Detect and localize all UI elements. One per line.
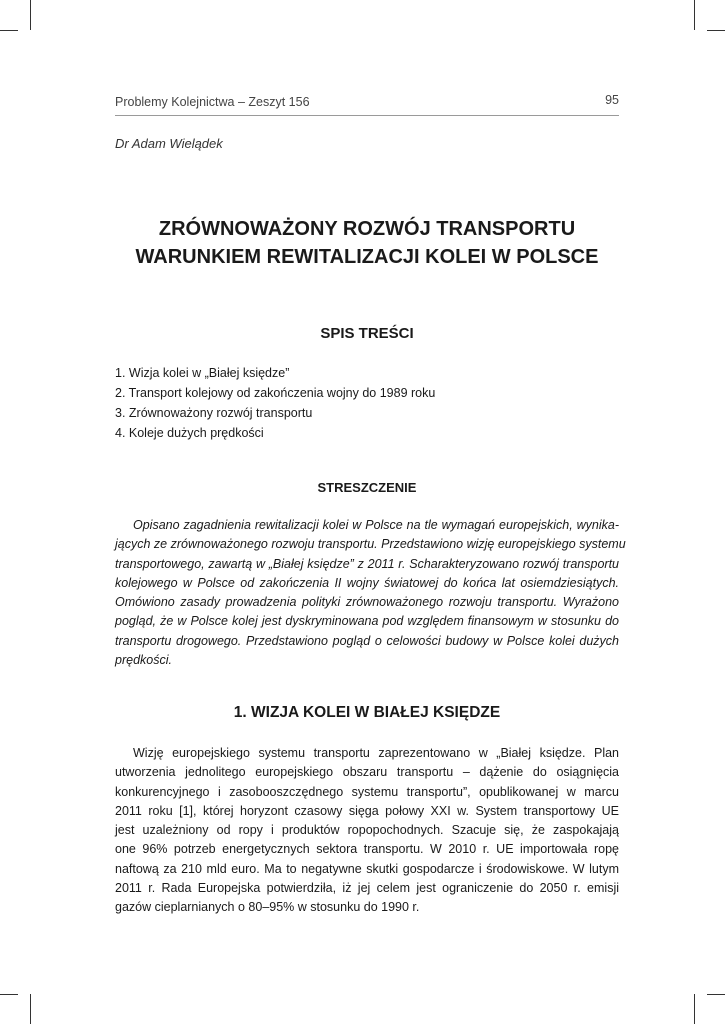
section-heading: 1. WIZJA KOLEI W BIAŁEJ KSIĘDZE xyxy=(233,704,501,721)
abstract-line: transportowego, zawartą w „Białej księdze” z 2011 r. Scharakteryzowano rozwój transportu xyxy=(115,556,619,571)
crop-mark xyxy=(30,994,31,1024)
toc-item: 4. Koleje dużych prędkości xyxy=(115,426,264,440)
crop-mark xyxy=(694,994,695,1024)
body-line: gazów cieplarnianych o 80–95% w stosunku do 1990 r. xyxy=(115,900,420,915)
page-number: 95 xyxy=(605,93,619,107)
abstract-heading: STRESZCZENIE xyxy=(317,480,417,495)
abstract-line: transportu drogowego. Przedstawiono pogląd o celowości budowy w Polsce kolei dużych xyxy=(115,633,619,648)
body-line: naftową za 210 mld euro. Ma to negatywne skutki gospodarcze i środowiskowe. W lutym xyxy=(115,861,619,876)
body-line: Wizję europejskiego systemu transportu zaprezentowano w „Białej księdze. Plan xyxy=(133,746,619,760)
journal-title: Problemy Kolejnictwa – Zeszyt 156 xyxy=(115,95,310,109)
body-line: konkurencyjnego i zasobooszczędnego systemu transportu”, opublikowanej w marcu xyxy=(115,784,619,799)
running-header xyxy=(115,95,619,116)
article-title xyxy=(90,215,644,271)
abstract-line: kolejowego w Polsce od zakończenia II wojny światowej do końca lat osiemdziesiątych. xyxy=(115,575,619,590)
title-line: ZRÓWNOWAŻONY ROZWÓJ TRANSPORTU xyxy=(158,218,576,240)
toc-heading: SPIS TREŚCI xyxy=(320,325,414,342)
abstract-line: Omówiono zasady prowadzenia polityki zrównoważonego rozwoju transportu. Wyrażono xyxy=(115,595,619,610)
section-body xyxy=(115,744,619,918)
crop-mark xyxy=(30,0,31,30)
title-line: WARUNKIEM REWITALIZACJI KOLEI W POLSCE xyxy=(135,246,599,268)
abstract-line: pogląd, że w Polsce kolej jest dyskryminowana pod względem finansowym w stosunku do xyxy=(115,614,619,629)
abstract-text xyxy=(115,516,626,670)
body-line: one 96% potrzeb energetycznych sektora transportu. W 2010 r. UE importowała ropę xyxy=(115,842,619,857)
crop-mark xyxy=(707,994,725,995)
body-line: utworzenia jednolitego europejskiego obszaru transportu – dążenie do osiągnięcia xyxy=(115,765,619,780)
crop-mark xyxy=(0,994,18,995)
toc-item: 2. Transport kolejowy od zakończenia wojny do 1989 roku xyxy=(115,386,436,400)
toc-item: 3. Zrównoważony rozwój transportu xyxy=(115,406,313,420)
body-line: 2011 r. Rada Europejska potwierdziła, iż jej celem jest ograniczenie do 2050 r. emisji xyxy=(115,881,619,896)
abstract-line: Opisano zagadnienia rewitalizacji kolei w Polsce na tle wymagań europejskich, wynika- xyxy=(133,518,619,532)
abstract-line: prędkości. xyxy=(115,653,172,668)
crop-mark xyxy=(0,30,18,31)
body-line: 2011 roku [1], której horyzont czasowy sięga połowy XXI w. System transportowy UE xyxy=(115,803,619,818)
abstract-line: jących ze zrównoważonego rozwoju transportu. Przedstawiono wizję europejskiego systemu xyxy=(115,537,626,552)
toc-item: 1. Wizja kolei w „Białej księdze” xyxy=(115,366,290,380)
crop-mark xyxy=(707,30,725,31)
toc-list xyxy=(115,363,435,443)
crop-mark xyxy=(694,0,695,30)
body-line: jest uzależniony od ropy i produktów ropopochodnych. Szacuje się, że zaspokajają xyxy=(115,823,619,838)
author-name: Dr Adam Wielądek xyxy=(115,136,223,151)
